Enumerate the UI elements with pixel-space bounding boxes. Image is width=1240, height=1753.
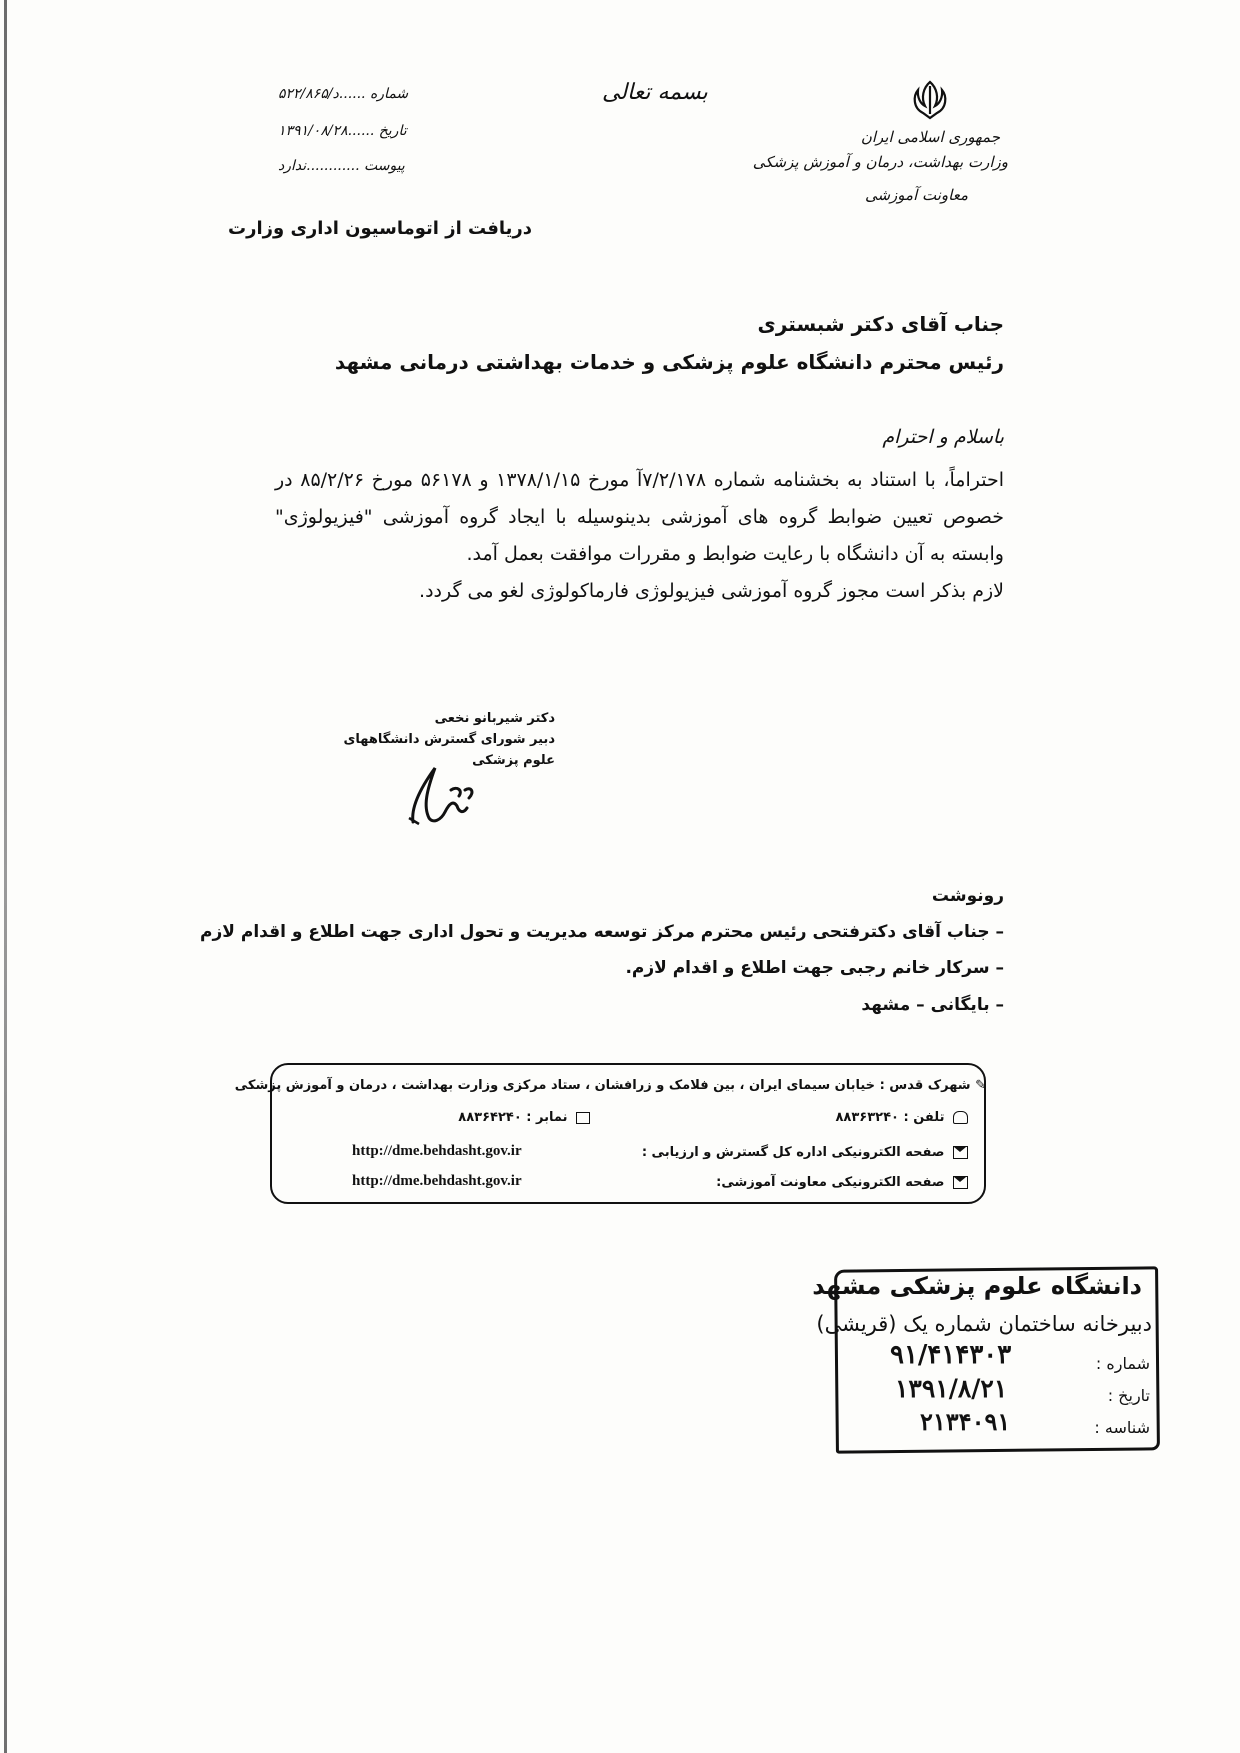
web2-label: صفحه الکترونیکی معاونت آموزشی: — [716, 1175, 945, 1190]
letter-date — [278, 123, 407, 139]
signer-name: دکتر شیربانو نخعی — [434, 711, 555, 726]
addressee-title: رئیس محترم دانشگاه علوم پزشکی و خدمات بهداشتی درمانی مشهد — [334, 350, 1004, 374]
phone-label: تلفن : — [903, 1110, 945, 1125]
stamp-id-value: ۲۱۳۴۰۹۱ — [920, 1407, 1011, 1436]
ministry-line-2: وزارت بهداشت، درمان و آموزش پزشکی — [752, 153, 1008, 171]
addressee-name: جناب آقای دکتر شبستری — [757, 312, 1004, 336]
signer-title: دبیر شورای گسترش دانشگاههای — [343, 732, 555, 747]
stamp-number-value: ۹۱/۴۱۴۳۰۳ — [890, 1340, 1012, 1370]
letter-date-value: ......۱۳۹۱/۰۸/۲۸ — [278, 123, 375, 139]
web1-url[interactable]: http://dme.behdasht.gov.ir — [352, 1143, 522, 1159]
fax-number: ۸۸۳۶۴۲۴۰ — [458, 1110, 522, 1125]
footer-address — [235, 1078, 986, 1093]
web2-url[interactable]: http://dme.behdasht.gov.ir — [352, 1173, 522, 1189]
web1-label: صفحه الکترونیکی اداره کل گسترش و ارزیابی : — [641, 1145, 945, 1160]
letter-date-label: تاریخ — [378, 123, 407, 139]
phone-icon — [953, 1111, 968, 1124]
cc-item: – بایگانی – مشهد — [861, 995, 1004, 1015]
letter-number-label: شماره — [369, 86, 409, 102]
ministry-line-3: معاونت آموزشی — [864, 186, 968, 204]
stamp-title: دانشگاه علوم پزشکی مشهد — [812, 1272, 1142, 1300]
letter-number — [278, 86, 408, 102]
stamp-date-label: تاریخ : — [1107, 1386, 1150, 1405]
received-note: دریافت از اتوماسیون اداری وزارت — [228, 218, 532, 239]
stamp-number-label: شماره : — [1095, 1354, 1150, 1373]
body-paragraph: احتراماً، با استناد به بخشنامه شماره ۷/۲/۱۷۸آ مورخ ۱۳۷۸/۱/۱۵ و ۵۶۱۷۸ مورخ ۸۵/۲/۲۶ در خصوص تعیین ضوابط گروه های آموزشی بدینوسیله با ایجاد گروه آموزشی "فیزیولوژی" وابسته به آن دانشگاه با رعایت ضوابط و مقررات موافقت بعمل آمد. — [275, 469, 1004, 565]
phone-number: ۸۸۳۶۳۲۴۰ — [835, 1110, 899, 1125]
letter-body — [275, 462, 1004, 610]
body-paragraph: لازم بذکر است مجوز گروه آموزشی فیزیولوژی فارماکولوژی لغو می گردد. — [419, 580, 1004, 602]
ministry-line-1: جمهوری اسلامی ایران — [860, 128, 1000, 146]
greeting: باسلام و احترام — [882, 426, 1004, 448]
stamp-id-label: شناسه : — [1094, 1418, 1150, 1437]
stamp-date-value: ۱۳۹۱/۸/۲۱ — [895, 1374, 1008, 1403]
letter-number-value: ......د/۵۲۲/۸۶۵ — [278, 86, 366, 102]
footer-phone — [835, 1110, 968, 1125]
stamp-subtitle: دبیرخانه ساختمان شماره یک (قریشی) — [816, 1312, 1152, 1336]
iran-emblem-icon — [905, 78, 955, 122]
letter-attachment — [278, 158, 405, 174]
handwritten-signature — [405, 760, 505, 830]
basmala: بسمه تعالی — [602, 80, 708, 105]
fax-label: نمابر : — [526, 1110, 568, 1125]
fax-icon — [576, 1112, 590, 1124]
cc-item: – سرکار خانم رجبی جهت اطلاع و اقدام لازم. — [625, 958, 1004, 978]
footer-fax — [458, 1110, 590, 1125]
footer-web1 — [642, 1145, 968, 1160]
letter-attachment-label: پیوست — [364, 158, 405, 174]
scan-edge — [4, 0, 7, 1753]
mail-icon — [953, 1176, 968, 1189]
footer-address-text: شهرک قدس : خیابان سیمای ایران ، بین فلامک و زرافشان ، ستاد مرکزی وزارت بهداشت ، درمان و آموزش پزشکی — [234, 1078, 971, 1093]
cc-title: رونوشت — [931, 886, 1004, 906]
mail-icon — [953, 1146, 968, 1159]
signer-title: علوم پزشکی — [472, 753, 555, 768]
letter-attachment-value: ............ندارد — [278, 158, 360, 174]
cc-item: – جناب آقای دکترفتحی رئیس محترم مرکز توسعه مدیریت و تحول اداری جهت اطلاع و اقدام لازم — [200, 922, 1004, 942]
pen-icon: ✎ — [975, 1078, 986, 1093]
footer-web2 — [716, 1175, 968, 1190]
